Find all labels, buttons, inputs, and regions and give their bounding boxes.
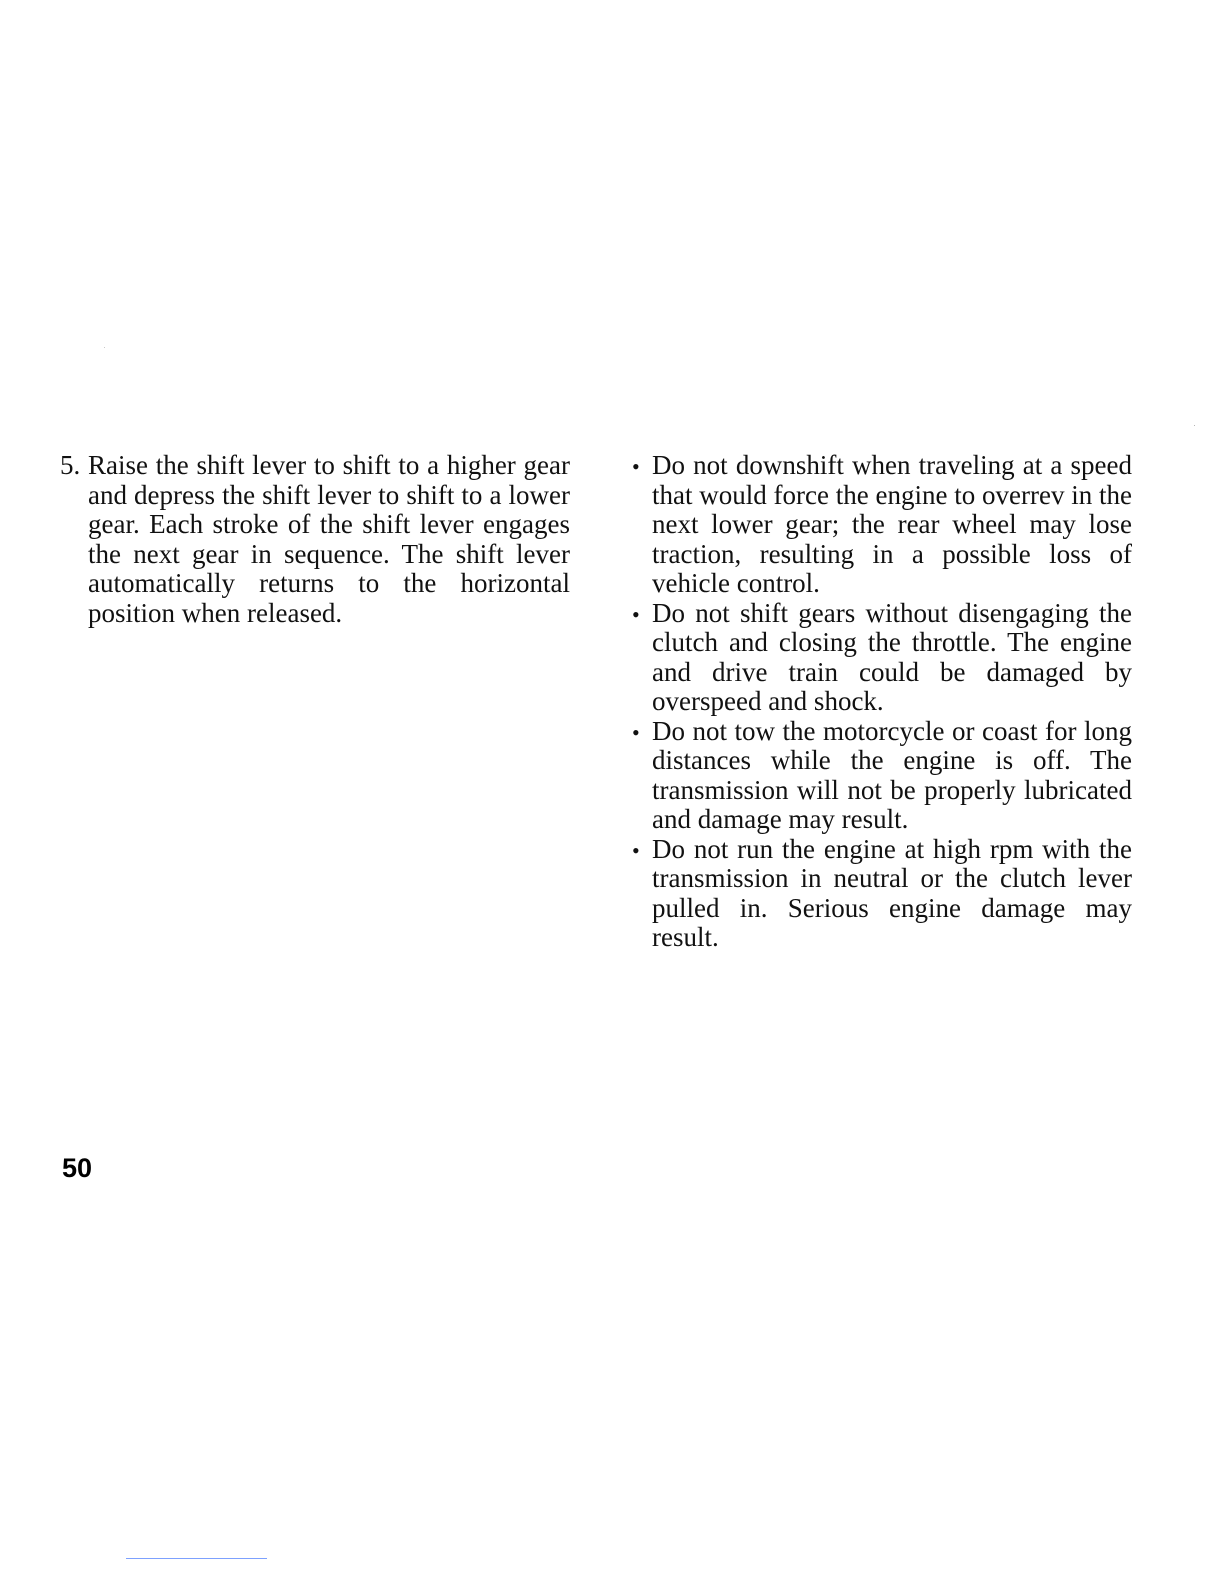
bullet-icon: • [632, 601, 640, 627]
caution-item-towing [632, 717, 1132, 835]
step-text: Raise the shift lever to shift to a higher gear and depress the shift lever to shift to a lower gear. Each stroke of the shift lever engages the next gear in sequence. The shift lever automatically returns to the horizontal position when released. [88, 450, 570, 628]
caution-text: Do not downshift when traveling at a speed that would force the engine to overrev in the next lower gear; the rear wheel may lose traction, resulting in a possible loss of vehicle control. [652, 450, 1132, 598]
page-number: 50 [62, 1153, 93, 1183]
instruction-step-5 [60, 451, 570, 628]
bullet-icon: • [632, 837, 640, 863]
step-number: 5. [60, 450, 81, 480]
caution-item-downshift [632, 451, 1132, 599]
scan-speck [104, 347, 105, 348]
caution-item-high-rpm [632, 835, 1132, 953]
bullet-icon: • [632, 454, 640, 479]
scan-speck [1194, 425, 1195, 426]
caution-list [632, 451, 1132, 953]
bullet-icon: • [632, 719, 640, 745]
left-column [60, 451, 570, 628]
caution-text: Do not tow the motorcycle or coast for long distances while the engine is off. The transmission will not be properly lubricated and damage may result. [652, 715, 1132, 834]
bottom-rule [126, 1558, 267, 1559]
right-column [632, 451, 1132, 953]
caution-text: Do not shift gears without disengaging the clutch and closing the throttle. The engine and drive train could be damaged by overspeed and shock. [652, 597, 1132, 716]
caution-text: Do not run the engine at high rpm with the transmission in neutral or the clutch lever pulled in. Serious engine damage may result. [652, 833, 1132, 952]
caution-item-clutch [632, 599, 1132, 717]
